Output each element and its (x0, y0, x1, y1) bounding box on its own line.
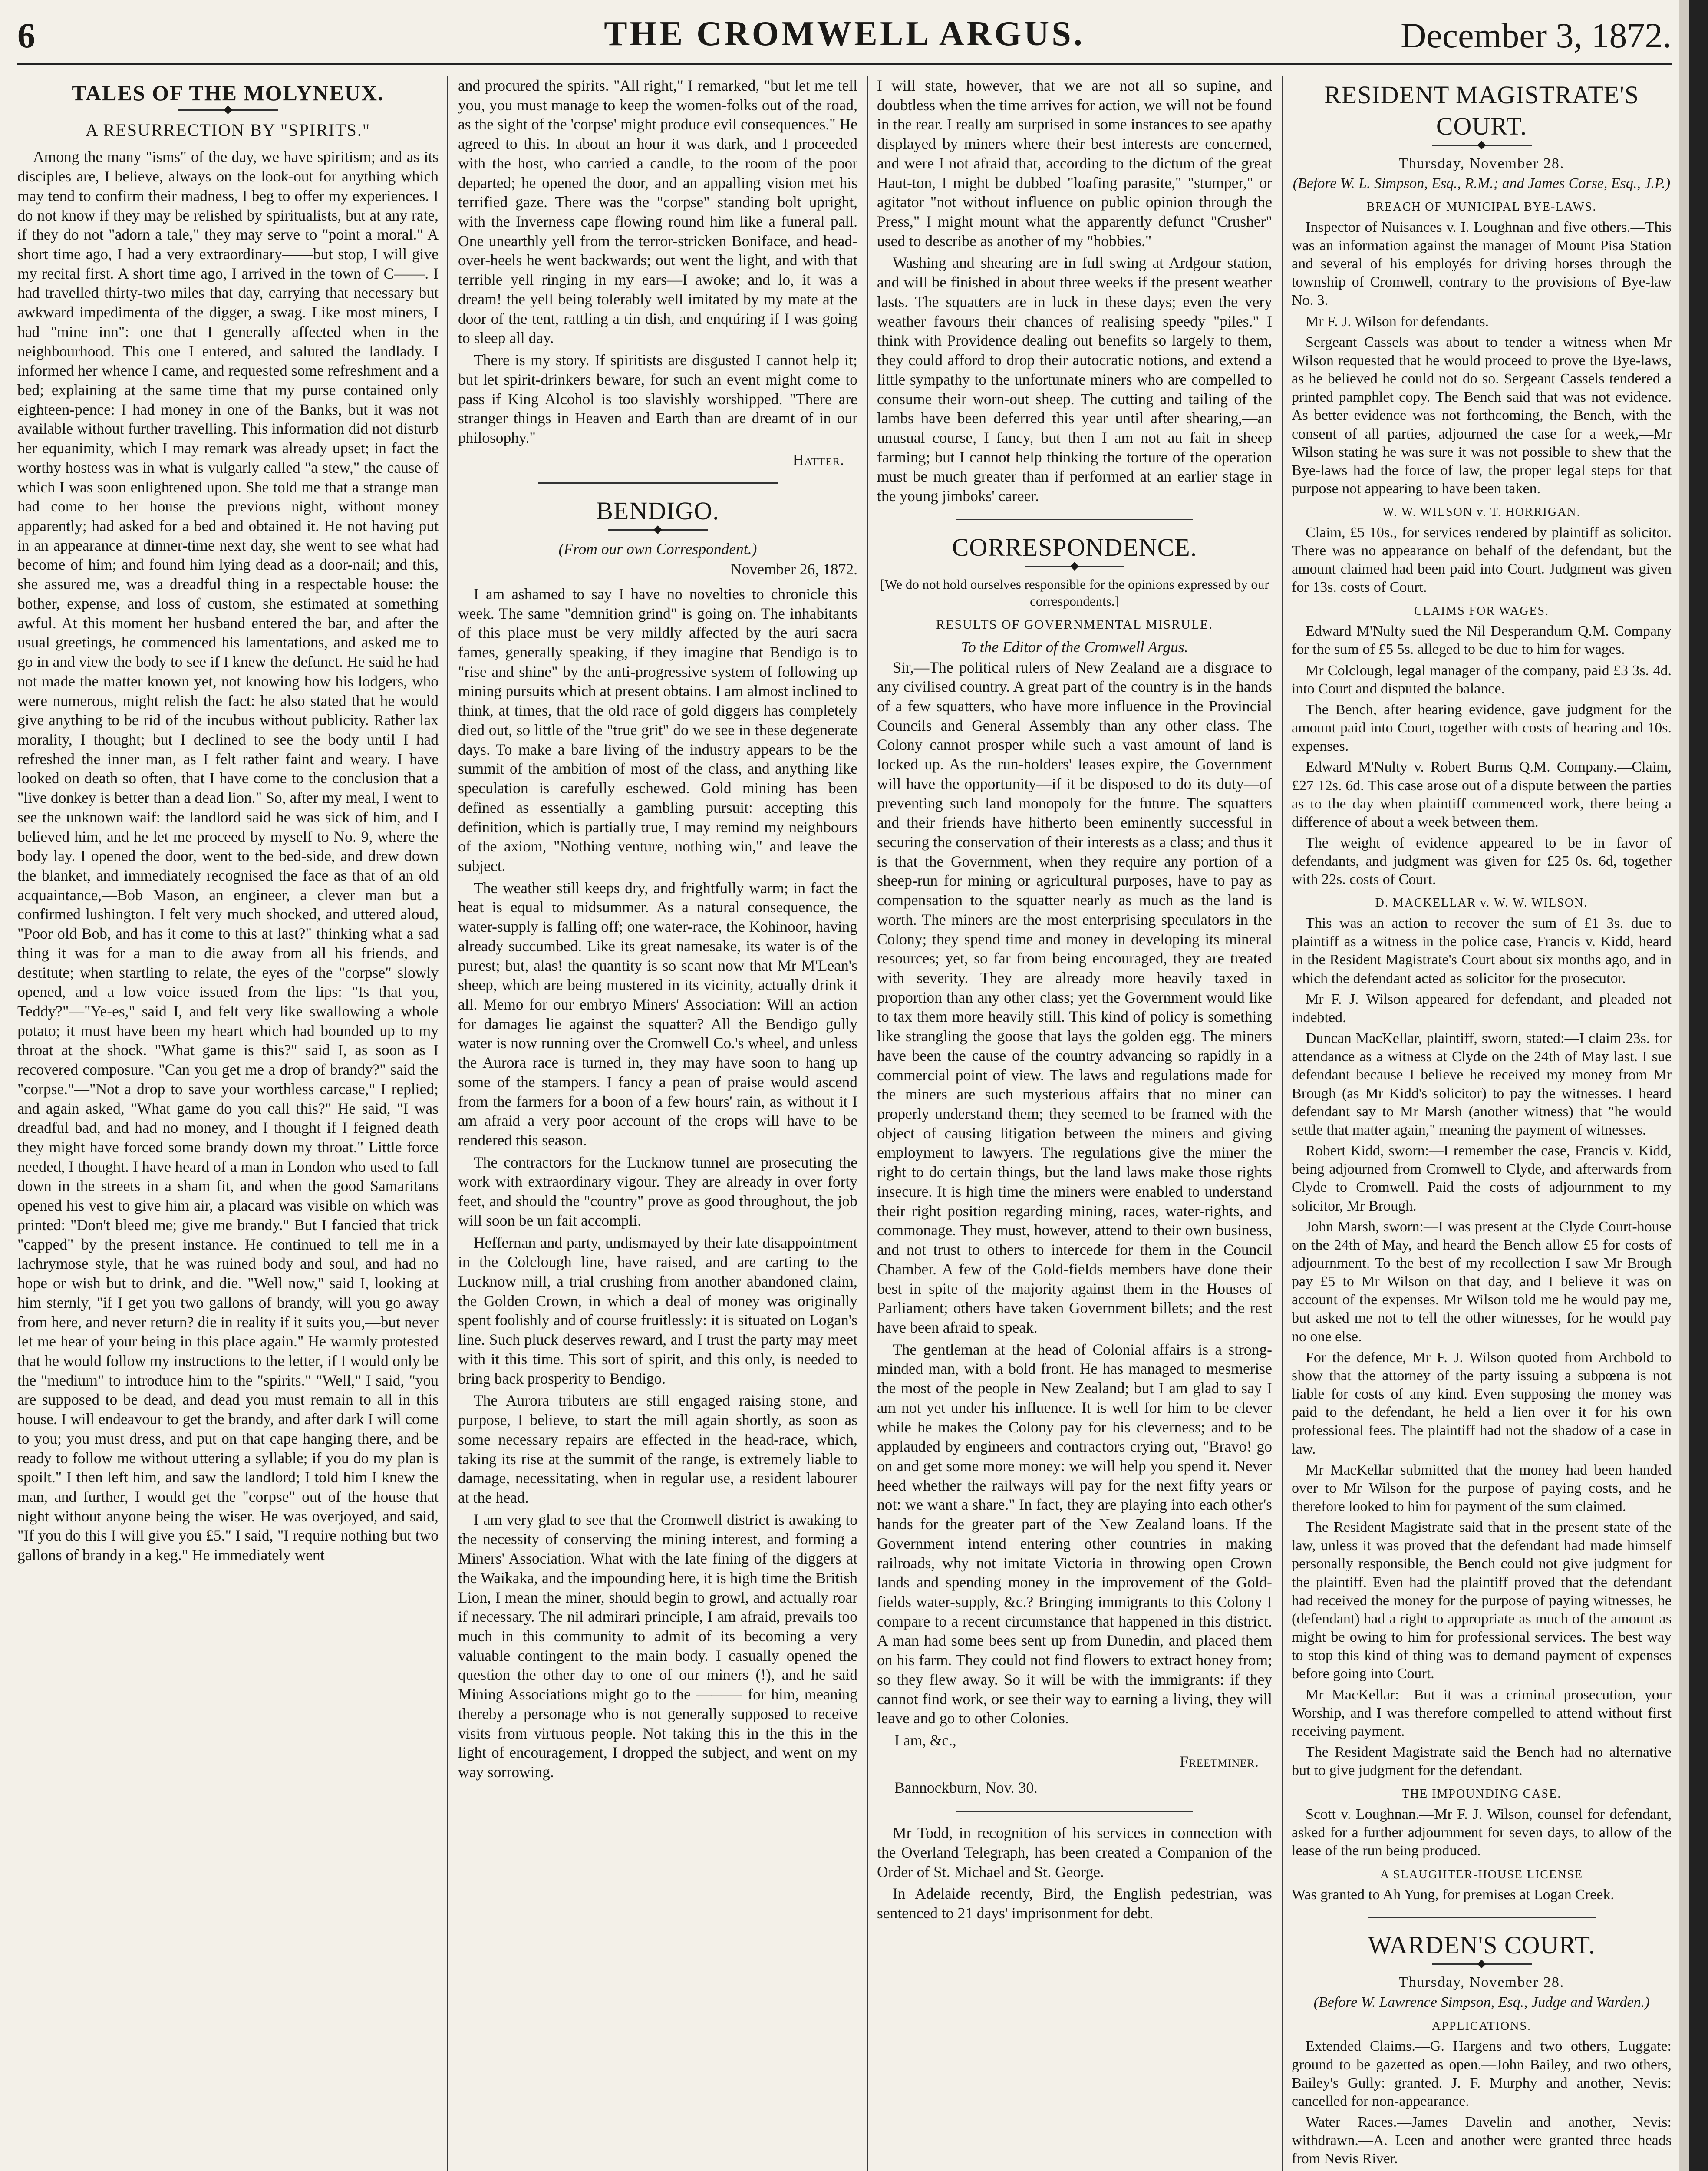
case-title: APPLICATIONS. (1431, 2019, 1532, 2033)
column-rule (447, 76, 448, 2171)
case-paragraph: The Resident Magistrate said the Bench had no alternative but to give judgment for the defendant. (1292, 1744, 1672, 1779)
letter-addressee: To the Editor of the Cromwell Argus. (961, 638, 1188, 656)
case-paragraph: Inspector of Nuisances v. I. Loughnan and five others.—This was an information against the manager of Mount Pisa Station and several of his employés for driving horses through the township of Cromwell, contrary to the provisions of Bye-law No. 3. (1292, 219, 1672, 309)
court-date: Thursday, November 28. (1398, 155, 1565, 172)
article-paragraph: Washing and shearing are in full swing at Ardgour station, and will be finished in about three weeks if the present weather lasts. The squatters are in luck in these days; even the very weather favours their chances of realising speedy "piles." I think with Providence dealing out benefits so largely to them, they could afford to drop their autocratic notions, and extend a little sympathy to the unfortunate miners who are compelled to consume their worn-out sheep. The cutting and tailing of the lambs have been deferred this year until after shearing,—an unusual course, I fancy, but then I am not au fait in sheep farming; but I cannot help thinking the torture of the operation must be much greater than if performed at an earlier stage in the young jimboks' career. (877, 254, 1272, 505)
section-divider (538, 482, 778, 484)
case-title: D. MACKELLAR v. W. W. WILSON. (1375, 896, 1588, 910)
page-header (17, 11, 1672, 65)
news-paragraph: Mr Todd, in recognition of his services in connection with the Overland Telegraph, has been created a Companion of the Order of St. Michael and St. George. (877, 1824, 1272, 1881)
case-paragraph: Edward M'Nulty sued the Nil Desperandum Q.M. Company for the sum of £5 5s. alleged to be due to him for wages. (1292, 623, 1672, 658)
section-divider (1368, 1917, 1596, 1918)
case-paragraph: Mr MacKellar submitted that the money had been handed over to Mr Wilson for the purpose of paying costs, and he therefore looked to him for payment of the sum claimed. (1292, 1462, 1672, 1514)
letter-paragraph: Sir,—The political rulers of New Zealand are a disgrace to any civilised country. A great part of the country is in the hands of a few squatters, who have more influence in the Provincial Councils and General Assembly than any other class. The Colony cannot prosper while such a vast amount of land is locked up. As the run-holders' leases expire, the Government will have the opportunity—if it be disposed to do its duty—of preventing such land monopoly for the future. The squatters and their friends have hitherto been eminently successful in securing the conservation of their interests as a class; and thus it is that the Government, when they require any portion of a sheep-run for mining or agricultural purposes, have to pay as compensation to the squatter nearly as much as the land is worth. The miners are the most enterprising speculators in the Colony; they spend time and money in developing its mineral resources; yet, so far from being encouraged, they are treated with severity. They are already more heavily taxed in proportion than any other class; yet the Government would like to tax them more heavily still. This kind of policy is something like strangling the goose that lays the golden egg. The miners have been the cause of the country advancing so rapidly in a commercial point of view. The laws and regulations made for the miners are such mysterious affairs that no miner can properly understand them; they seemed to be framed with the object of causing litigation between the miners and giving employment to lawyers. The regulations give the miner the right to do certain things, but the land laws make those rights insecure. It is high time the miners were enabled to understand their right position regarding mining, races, water-rights, and commonage. They must, however, attend to their own business, and not trust to others to intercede for them in the Council Chamber. A few of the Gold-fields members have done their best in spite of the majority against them in the Houses of Parliament; others have taken Government billets; and the rest have been afraid to speak. (877, 658, 1272, 1336)
column-1 (17, 76, 439, 2171)
case-paragraph: Mr F. J. Wilson appeared for defendant, and pleaded not indebted. (1292, 991, 1672, 1026)
case-title: A SLAUGHTER-HOUSE LICENSE (1380, 1867, 1583, 1881)
article-paragraph: The weather still keeps dry, and frightfully warm; in fact the heat is equal to midsummer. As a natural consequence, the water-supply is falling off; one water-race, the Kohinoor, having already succumbed. Like its great namesake, its water is of the purest; but, alas! the quantity is so scant now that Mr M'Lean's sheep, which are being mustered in its vicinity, actually drink it all. Memo for our embryo Miners' Association: Will an action for damages lie against the squatter? All the Bendigo gully water is now running over the Cromwell Co.'s wheel, and unless the Aurora race is turned in, they may have soon to hang up some of the stampers. I fancy a pean of praise would ascend from the farmers for a boon of a few hours' rain, as without it I am afraid a very poor account of the crops will have to be rendered this season. (458, 879, 857, 1149)
ornament-rule: ◆ (1432, 1963, 1532, 1967)
case-paragraph: Was granted to Ah Yung, for premises at Logan Creek. (1292, 1887, 1614, 1903)
article-subheading: A RESURRECTION BY "SPIRITS." (85, 120, 371, 140)
case-paragraph: This was an action to recover the sum of £1 3s. due to plaintiff as a witness in the police case, Francis v. Kidd, heard in the Resident Magistrate's Court about six months ago, and in which the defendant acted as solicitor for the prosecutor. (1292, 915, 1672, 987)
article-paragraph: I am very glad to see that the Cromwell district is awaking to the necessity of conserving the mining interest, and forming a Miners' Association. What with the late fining of the diggers at the Waikaka, and the impounding here, it is high time the British Lion, I mean the miner, should begin to growl, and actually roar if necessary. The nil admirari principle, I am afraid, prevails too much in this community to admit of its becoming a very valuable contingent to the main body. I casually opened the question the other day to one of our miners (!), and he said Mining Associations might go to the ——— for him, meaning thereby a personage who is not generally supposed to receive visits from virtuous people. Not taking this in the this in the light of encouragement, I dropped the subject, and went on my way sorrowing. (458, 1511, 857, 1781)
article-paragraph: The contractors for the Lucknow tunnel are prosecuting the work with extraordinary vigour. They are already in over forty feet, and should the "country" prove as good throughout, the job will soon be un fait accompli. (458, 1153, 857, 1229)
dateline: November 26, 1872. (731, 561, 857, 578)
ornament-rule: ◆ (608, 529, 708, 533)
case-paragraph: The Bench, after hearing evidence, gave judgment for the amount paid into Court, together with costs of hearing and 10s. expenses. (1292, 701, 1672, 755)
case-paragraph: Water Races.—James Davelin and another, Nevis: withdrawn.—A. Leen and another were granted three heads from Nevis River. (1292, 2114, 1672, 2167)
court-bench: (Before W. L. Simpson, Esq., R.M.; and James Corse, Esq., J.P.) (1293, 175, 1671, 191)
correspondent-note: (From our own Correspondent.) (558, 540, 757, 558)
case-paragraph: Extended Claims.—G. Hargens and two others, Luggate: ground to be gazetted as open.—John Bailey, and two others, Bailey's Gully: granted. J. F. Murphy and another, Nevis: cancelled for non-appearance. (1292, 2038, 1672, 2109)
article-paragraph: Heffernan and party, undismayed by their late disappointment in the Colclough line, have raised, and are carting to the Lucknow mill, a trial crushing from another abandoned claim, the Golden Crown, in which a deal of money was originally spent foolishly and of course fruitlessly: it is situated on Logan's line. Such pluck deserves reward, and I trust the party may meet with it this time. This sort of spirit, and this only, is needed to bring back prosperity to Bendigo. (458, 1234, 857, 1387)
letter-paragraph: The gentleman at the head of Colonial affairs is a strong-minded man, with a bold front. He has managed to mesmerise the most of the people in New Zealand; but I am glad to say I am not yet under his influence. It is well for him to be clever while he makes the Colony pay for his cleverness; and to be applauded by engineers and contractors crying out, "Bravo! go on and get some more money: we will help you spend it. Never heed whether the railways will pay for the next fifty years or not: we want a share." In fact, they are playing into each other's hands for the greater part of the New Zealand loans. If the Government intend entering other countries in making railroads, why not imitate Victoria in throwing open Crown lands and spending money in the improvement of the Gold-fields water-supply, &c.? Bringing immigrants to this Colony I compare to a recent circumstance that happened in this district. A man had some bees sent up from Dunedin, and placed them on his farm. They could not find flowers to extract honey from; so they flew away. So it will be with the immigrants: if they cannot find work, or see their way to earning a living, they will leave and go to other Colonies. (877, 1340, 1272, 1727)
case-paragraph: Claim, £5 10s., for services rendered by plaintiff as solicitor. There was no appearance on behalf of the defendant, but the amount claimed had been paid into Court. Judgment was given for 13s. costs of Court. (1292, 524, 1672, 596)
case-paragraph: The weight of evidence appeared to be in favor of defendants, and judgment was given for £25 0s. 6d, together with 22s. costs of Court. (1292, 835, 1672, 888)
case-paragraph: Duncan MacKellar, plaintiff, sworn, stated:—I claim 23s. for attendance as a witness at Clyde on the 24th of May last. I sue defendant because I believe he received my money from Mr Brough (as Mr Kidd's solicitor) to pay the witnesses. I heard defendant say to Mr Marsh (another witness) that "he would settle that matter again," meaning the payment of witnesses. (1292, 1030, 1672, 1138)
column-rule (1282, 76, 1283, 2171)
column-3 (877, 76, 1272, 2171)
letter-place: Bannockburn, Nov. 30. (894, 1779, 1038, 1797)
case-paragraph: Robert Kidd, sworn:—I remember the case, Francis v. Kidd, being adjourned from Cromwell to Clyde, and afterwards from Clyde to Cromwell. Paid the costs of adjournment to my solicitor, Mr Brough. (1292, 1143, 1672, 1214)
article-paragraph: There is my story. If spiritists are disgusted I cannot help it; but let spirit-drinkers beware, for such an event might come to pass if King Alcohol is too slavishly worshipped. "There are stranger things in Heaven and Earth than are dreamt of in our philosophy." (458, 351, 857, 446)
article-paragraph: I am ashamed to say I have no novelties to chronicle this week. The same "demnition grind" is going on. The inhabitants of this place must be very mildly affected by the auri sacra fames, generally speaking, if they imagine that Bendigo is to "rise and shine" by the anti-progressive system of following up mining pursuits which at present obtains. I am almost inclined to think, at times, that the old race of gold diggers has completely died out, so little of the "true grit" do we see in these degenerate days. To make a bare living of the industry appears to be the summit of the ambition of most of the class, and anything like speculation is carefully eschewed. Gold mining has been defined as essentially a gambling pursuit: accepting this definition, which is partially true, I may remind my neighbours of the axiom, "Nothing venture, nothing win," and leave the subject. (458, 585, 857, 874)
court-bench: (Before W. Lawrence Simpson, Esq., Judge and Warden.) (1313, 1994, 1650, 2011)
case-paragraph: Scott v. Loughnan.—Mr F. J. Wilson, counsel for defendant, asked for a further adjournment for seven days, to allow of the lease of the run being produced. (1292, 1806, 1672, 1859)
masthead-title: THE CROMWELL ARGUS. (604, 15, 1085, 53)
case-paragraph: John Marsh, sworn:—I was present at the Clyde Court-house on the 24th of May, and heard the Bench allow £5 for costs of adjournment. To the best of my recollection I saw Mr Brough pay £5 to Mr Wilson on that day, and I believe it was on account of the expenses. Mr Wilson told me he would pay me, but asked me not to tell the other witnesses, for he would pay no one else. (1292, 1218, 1672, 1345)
case-paragraph: Mr MacKellar:—But it was a criminal prosecution, your Worship, and I was therefore compelled to attend without first receiving payment. (1292, 1686, 1672, 1739)
article-paragraph: I will state, however, that we are not all so supine, and doubtless when the time arrives for action, we will not be found in the rear. I really am surprised in some instances to see apathy displayed by miners where their best interests are concerned, and were I not afraid that, according to the dictum of the great Haut-ton, I might be dubbed "loafing parasite," "stumper," or agitator "not without influence on public opinion through the Press," I might mount what the apparently defunct "Crusher" used to describe as another of my "hobbies." (877, 77, 1272, 250)
letter-closing: I am, &c., (894, 1732, 956, 1749)
article-paragraph: The Aurora tributers are still engaged raising stone, and purpose, I believe, to start the mill again shortly, as soon as some necessary repairs are effected in the head-race, which, taking its rise at the summit of the range, is extremely liable to damage, necessitating, when in regular use, a resident labourer at the head. (458, 1392, 857, 1506)
letter-signature: Freetminer. (1180, 1752, 1259, 1770)
column-2 (458, 76, 857, 2171)
rm-court-heading: RESIDENT MAGISTRATE'S COURT. (1324, 81, 1639, 140)
editorial-disclaimer: [We do not hold ourselves responsible for the opinions expressed by our correspondents.] (880, 576, 1269, 609)
column-4 (1292, 76, 1672, 2171)
section-divider (956, 1811, 1193, 1812)
court-date: Thursday, November 28. (1398, 1974, 1565, 1991)
author-signature: Hatter. (792, 451, 844, 469)
case-paragraph: Edward M'Nulty v. Robert Burns Q.M. Company.—Claim, £27 12s. 6d. This case arose out of a dispute between the parties as to the day when plaintiff commenced work, there being a difference of about a week between them. (1292, 759, 1672, 830)
correspondence-heading: CORRESPONDENCE. (952, 533, 1197, 561)
case-paragraph: The Resident Magistrate said that in the present state of the law, unless it was proved that the defendant had made himself personally responsible, the Bench could not give judgment for the plaintiff. Even had the plaintiff proved that the defendant had received the money for the purpose of paying witnesses, he (defendant) had a right to appropriate as much of the amount as might be owing to him for professional services. The best way to stop this kind of thing was to demand payment of expenses before going into Court. (1292, 1519, 1672, 1682)
wardens-court-heading: WARDEN'S COURT. (1368, 1931, 1596, 1960)
article-paragraph: and procured the spirits. "All right," I remarked, "but let me tell you, you must manage to keep the women-folks out of the road, as the sight of the 'corpse' might produce evil consequences." He agreed to this. In about an hour it was dark, and I proceeded with the host, who carried a candle, to the room of the poor departed; he opened the door, and an appalling vision met his terrified gaze. There was the "corpse" standing bolt upright, with the Inverness cape flowing round him like a funeral pall. One unearthly yell from the terror-stricken Boniface, and head-over-heels he went backwards; out went the light, and with that terrible yell ringing in my ears—I awoke; and lo, it was a dream! the yell being tolerably well imitated by my mate at the door of the tent, rattling a tin dish, and enquiring if I was going to sleep all day. (458, 77, 857, 347)
case-paragraph: Sergeant Cassels was about to tender a witness when Mr Wilson requested that he would proceed to prove the Bye-laws, as he believed he could not do so. Sergeant Cassels tendered a printed pamphlet copy. The Bench said that was not evidence. As better evidence was not forthcoming, the Bench, with the consent of all parties, adjourned the case for a week,—Mr Wilson stating he was sure it was not possible to shew that the Bye-laws had the force of law, the proper legal steps for that purpose not appearing to have been taken. (1292, 334, 1672, 497)
case-title: BREACH OF MUNICIPAL BYE-LAWS. (1366, 200, 1597, 214)
case-paragraph: For the defence, Mr F. J. Wilson quoted from Archbold to show that the attorney of the party issuing a subpœna is not liable for costs of any kind. Even supposing the money was paid to the defendant, he held a lien over it for his own professional fees. The plaintiff had not the shadow of a case in law. (1292, 1349, 1672, 1457)
news-paragraph: In Adelaide recently, Bird, the English pedestrian, was sentenced to 21 days' imprisonment for debt. (877, 1885, 1272, 1922)
case-paragraph: Mr F. J. Wilson for defendants. (1306, 313, 1489, 330)
article-heading: TALES OF THE MOLYNEUX. (72, 81, 384, 105)
case-title: W. W. WILSON v. T. HORRIGAN. (1382, 505, 1581, 519)
scan-edge (1689, 0, 1708, 2171)
ornament-rule: ◆ (1025, 566, 1124, 570)
article-paragraph: Among the many "isms" of the day, we have spiritism; and as its disciples are, I believe, always on the look-out for anything which may tend to confirm their madness, I beg to offer my experiences. I do not know if they may be relished by spiritualists, but at any rate, if they do not "adorn a tale," they may serve to "point a moral." A short time ago, I had a very extraordinary——but stop, I will give my recital first. A short time ago, I arrived in the town of C——. I had travelled thirty-two miles that day, carrying that necessary but awkward impedimenta of the digger, a swag. Like most miners, I had "mine inn": one that I generally affected when in the neighbourhood. This one I entered, and saluted the landlady. I informed her whence I came, and requested some refreshment and a bed; explaining at the same time that my purse contained only eighteen-pence: I had money in one of the Banks, but it was not available without further travelling. This information did not disturb her equanimity, which I may remark was already upset; in fact the worthy hostess was in what is vulgarly called "a stew," the cause of which I was soon enlightened upon. She told me that a strange man had come to her house the previous night, without money apparently; had asked for a bed and obtained it. He not having put in an appearance at dinner-time next day, she went to see what had become of him; and found him lying dead as a door-nail; and this, she assured me, was a dreadful thing in a respectable house: the bother, expense, and loss of custom, she estimated at something awful. At this moment her husband entered the bar, and after the usual greetings, he commenced his lamentations, and asked me to go in and view the body to see if I knew the defunct. He said he had not made the matter known yet, not knowing how his lodgers, who were numerous, might relish the fact: he also stated that he would give anything to be rid of the incubus without publicity. Rather lax morality, I thought; but I declined to see the body until I had refreshed the inner man, as I felt rather faint and weary. I have looked on death so often, that I have come to the conclusion that a "live donkey is better than a dead lion." So, after my meal, I went to see the unknown waif: the landlord said he was sick of him, and I believed him, and he let me proceed by myself to No. 9, where the body lay. I opened the door, went to the bed-side, and drew down the blanket, and immediately recognised the face as that of an old acquaintance,—Bob Mason, an engineer, a clever man but a confirmed lushington. I felt very much shocked, and uttered aloud, "Poor old Bob, and has it come to this at last?" thinking what a sad thing it was for a man to die away from all his friends, and destitute; when startling to relate, the eyes of the "corpse" slowly opened, and a low voice issued from the lips: "Is that you, Teddy?"—"Ye-es," said I, and felt very like swallowing a whole potato; it must have been my heart which had bounded up to my throat at the shock. "What game is this?" said I, as soon as I recovered composure. "Can you get me a drop of brandy?" said the "corpse."—"Not a drop to save your worthless carcase," I replied; and again asked, "What game do you call this?" He said, "I was dreadful bad, and had no money, and I thought if I feigned death they might have forced some brandy down my throat." Little force needed, I thought. I have heard of a man in London who used to fall down in the streets in a sham fit, and when the good Samaritans opened his vest to give him air, a placard was visible on which was printed: "Don't bleed me; give me brandy." But I fancied that trick "capped" by the present instance. He continued to tell me in a lachrymose style, that he was ruined body and soul, and had no hope or wish but to drink, and die. "Well now," said I, looking at him sternly, "if I get you two gallons of brandy, will you go away from here, and never return? die in reality if it suits you,—but never let me hear of your being in this place again." He warmly protested that he would follow my instructions to the letter, if I would only be the "medium" to introduce him to the "spirits." "Well," I said, "you are supposed to be dead, and dead you must remain to all in this house. I will endeavour to get the brandy, and after dark I will come to you; you must dress, and put on that cape hanging there, and be ready to follow me without uttering a syllable; if you do my plan is spoilt." I then left him, and saw the landlord; I told him I knew the man, and further, I would get the "corpse" out of the house that night without anyone being the wiser. He was overjoyed, and said, "If you do this I will give you £5." I said, "I require nothing but two gallons of brandy in a keg." He immediately went (17, 148, 439, 1564)
ornament-rule: ◆ (1432, 145, 1532, 148)
bendigo-heading: BENDIGO. (596, 497, 719, 525)
page-edge-shadow (1679, 0, 1689, 2171)
case-paragraph: Mr Colclough, legal manager of the company, paid £3 3s. 4d. into Court and disputed the balance. (1292, 662, 1672, 697)
issue-date: December 3, 1872. (1401, 16, 1672, 55)
column-rule (867, 76, 868, 2171)
ornament-rule: ◆ (178, 109, 278, 113)
case-title: CLAIMS FOR WAGES. (1414, 604, 1550, 618)
section-divider (956, 519, 1193, 520)
case-title: THE IMPOUNDING CASE. (1401, 1787, 1562, 1801)
page-number: 6 (17, 16, 35, 55)
letter-title: RESULTS OF GOVERNMENTAL MISRULE. (936, 617, 1213, 632)
